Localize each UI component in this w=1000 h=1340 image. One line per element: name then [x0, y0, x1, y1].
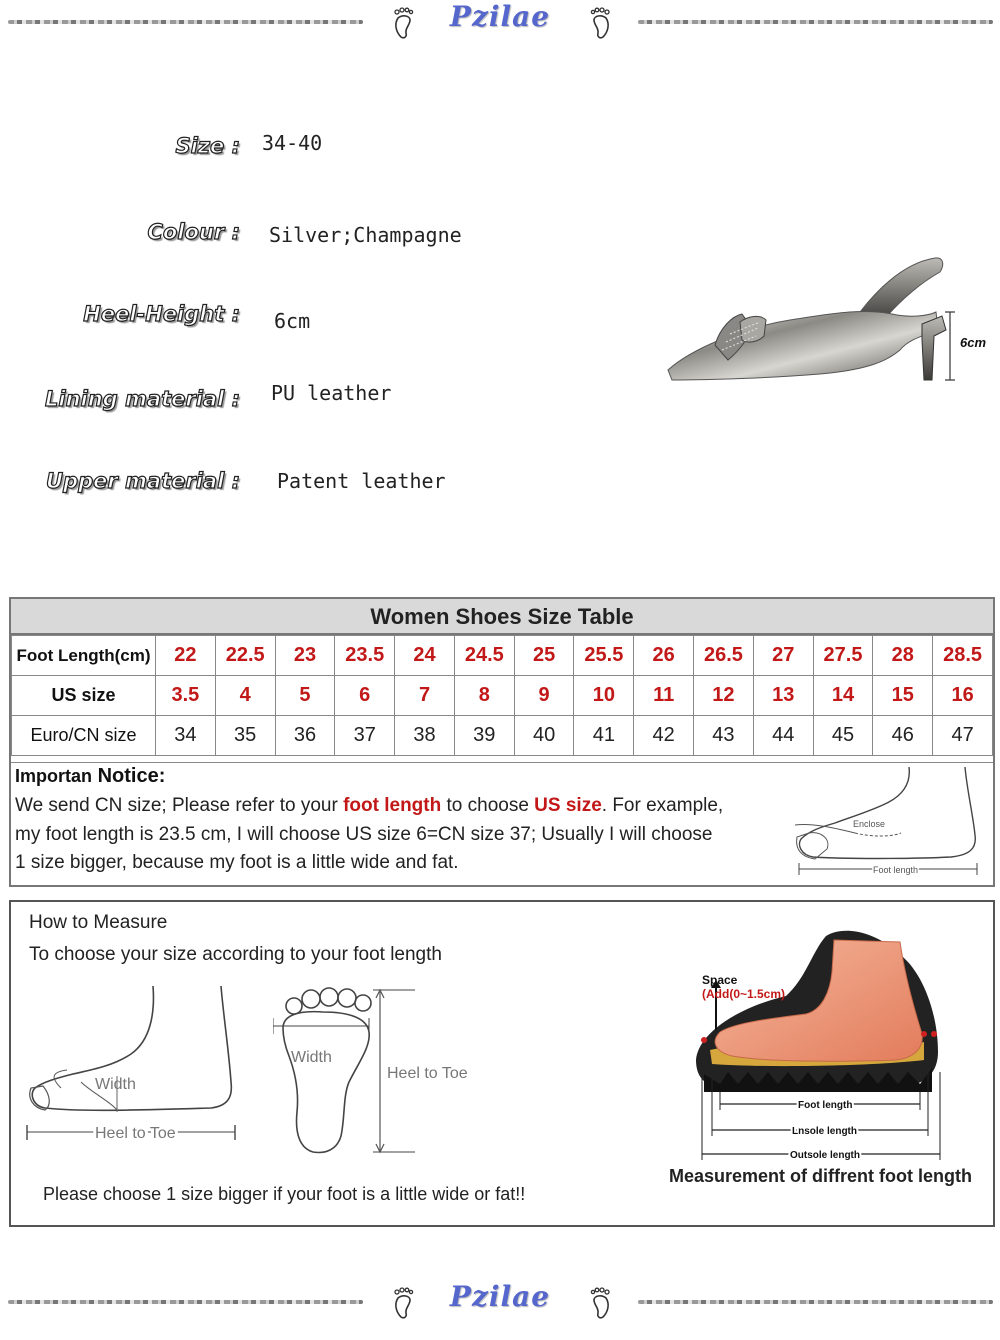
attr-value-colour: Silver;Champagne [269, 223, 462, 247]
divider-line [8, 1300, 363, 1304]
size-table-title: Women Shoes Size Table [11, 599, 993, 635]
product-shoe-image [660, 250, 1000, 390]
table-cell: 6 [335, 676, 395, 716]
notice-line-2: my foot length is 23.5 cm, I will choose US size 6=CN size 37; Usually I will choose [15, 824, 713, 845]
brand-logo: Pzilae [449, 1280, 551, 1313]
table-cell: 42 [634, 716, 694, 756]
table-cell: 13 [753, 676, 813, 716]
table-cell: 22 [156, 636, 216, 676]
table-cell: 35 [215, 716, 275, 756]
table-cell: 23 [275, 636, 335, 676]
row-header-us-size: US size [12, 676, 156, 716]
table-cell: 34 [156, 716, 216, 756]
table-cell: 14 [813, 676, 873, 716]
table-cell: 3.5 [156, 676, 216, 716]
footprint-icon [584, 6, 614, 40]
shoe-diagram-caption: Measurement of diffrent foot length [669, 1166, 972, 1186]
bottom-brand-bar [0, 1280, 1000, 1324]
table-cell: 38 [395, 716, 455, 756]
table-cell: 39 [454, 716, 514, 756]
table-cell: 22.5 [215, 636, 275, 676]
table-cell: 11 [634, 676, 694, 716]
foot-length-label: Foot length [798, 1100, 853, 1111]
notice-line-3: 1 size bigger, because my foot is a little wide and fat. [15, 852, 459, 873]
table-cell: 7 [395, 676, 455, 716]
attr-label-colour: Colour : [147, 220, 240, 244]
table-cell: 26 [634, 636, 694, 676]
table-row [12, 716, 993, 756]
table-cell: 8 [454, 676, 514, 716]
diagram-label-enclose: Enclose [853, 819, 886, 829]
divider-line [638, 20, 993, 24]
size-table [9, 597, 995, 887]
attr-label-heel-height: Heel-Height : [83, 302, 240, 326]
important-notice [11, 762, 993, 884]
table-cell: 43 [694, 716, 754, 756]
footprint-icon [584, 1286, 614, 1320]
table-cell: 16 [933, 676, 993, 716]
measure-subtitle: To choose your size according to your foot length [29, 944, 442, 965]
sole-foot-diagram [273, 982, 483, 1157]
table-row [12, 676, 993, 716]
side-heel-to-toe-label: Heel to Toe [95, 1125, 176, 1142]
sole-heel-to-toe-label: Heel to Toe [387, 1065, 468, 1082]
side-foot-diagram [21, 982, 246, 1147]
table-cell: 28 [873, 636, 933, 676]
space-label: Space [702, 973, 738, 987]
table-cell: 9 [514, 676, 574, 716]
divider-line [638, 1300, 993, 1304]
row-header-foot-length: Foot Length(cm) [12, 636, 156, 676]
table-cell: 44 [753, 716, 813, 756]
table-cell: 41 [574, 716, 634, 756]
attr-label-upper: Upper material : [45, 469, 240, 493]
foot-in-shoe-diagram [791, 765, 991, 880]
measure-footer-note: Please choose 1 size bigger if your foot is a little wide or fat!! [43, 1184, 526, 1204]
table-cell: 25.5 [574, 636, 634, 676]
measure-title: How to Measure [29, 912, 168, 933]
space-add-label: (Add(0~1.5cm) [702, 987, 786, 1001]
table-cell: 24.5 [454, 636, 514, 676]
divider-line [8, 20, 363, 24]
sole-width-label: Width [291, 1049, 332, 1066]
attr-value-size: 34-40 [262, 131, 323, 155]
table-cell: 40 [514, 716, 574, 756]
table-cell: 15 [873, 676, 933, 716]
table-cell: 37 [335, 716, 395, 756]
size-grid [11, 635, 993, 756]
attr-value-heel-height: 6cm [274, 309, 311, 333]
how-to-measure [9, 900, 995, 1227]
table-cell: 45 [813, 716, 873, 756]
table-cell: 10 [574, 676, 634, 716]
diagram-label-foot-length: Foot length [873, 865, 919, 875]
table-cell: 4 [215, 676, 275, 716]
table-cell: 27 [753, 636, 813, 676]
attr-value-lining: PU leather [271, 381, 392, 405]
brand-logo: Pzilae [449, 0, 551, 33]
shoe-cross-section-diagram [676, 922, 976, 1162]
table-cell: 36 [275, 716, 335, 756]
footprint-icon [390, 6, 420, 40]
table-cell: 25 [514, 636, 574, 676]
table-cell: 24 [395, 636, 455, 676]
row-header-euro-cn-size: Euro/CN size [12, 716, 156, 756]
table-cell: 47 [933, 716, 993, 756]
table-cell: 12 [694, 676, 754, 716]
attr-label-size: Size : [175, 134, 240, 158]
table-cell: 5 [275, 676, 335, 716]
table-cell: 27.5 [813, 636, 873, 676]
insole-length-label: Lnsole length [792, 1126, 857, 1137]
table-cell: 23.5 [335, 636, 395, 676]
table-cell: 46 [873, 716, 933, 756]
footprint-icon [390, 1286, 420, 1320]
table-cell: 26.5 [694, 636, 754, 676]
notice-title: Importan Notice: [15, 765, 166, 787]
heel-height-label: 6cm [960, 335, 987, 350]
notice-line-1: We send CN size; Please refer to your foot length to choose US size. For example, [15, 795, 724, 816]
attr-value-upper: Patent leather [277, 469, 446, 493]
outsole-length-label: Outsole length [790, 1150, 860, 1161]
attr-label-lining: Lining material : [45, 387, 240, 411]
table-row [12, 636, 993, 676]
table-cell: 28.5 [933, 636, 993, 676]
top-brand-bar [0, 0, 1000, 44]
side-width-label: Width [95, 1076, 136, 1093]
